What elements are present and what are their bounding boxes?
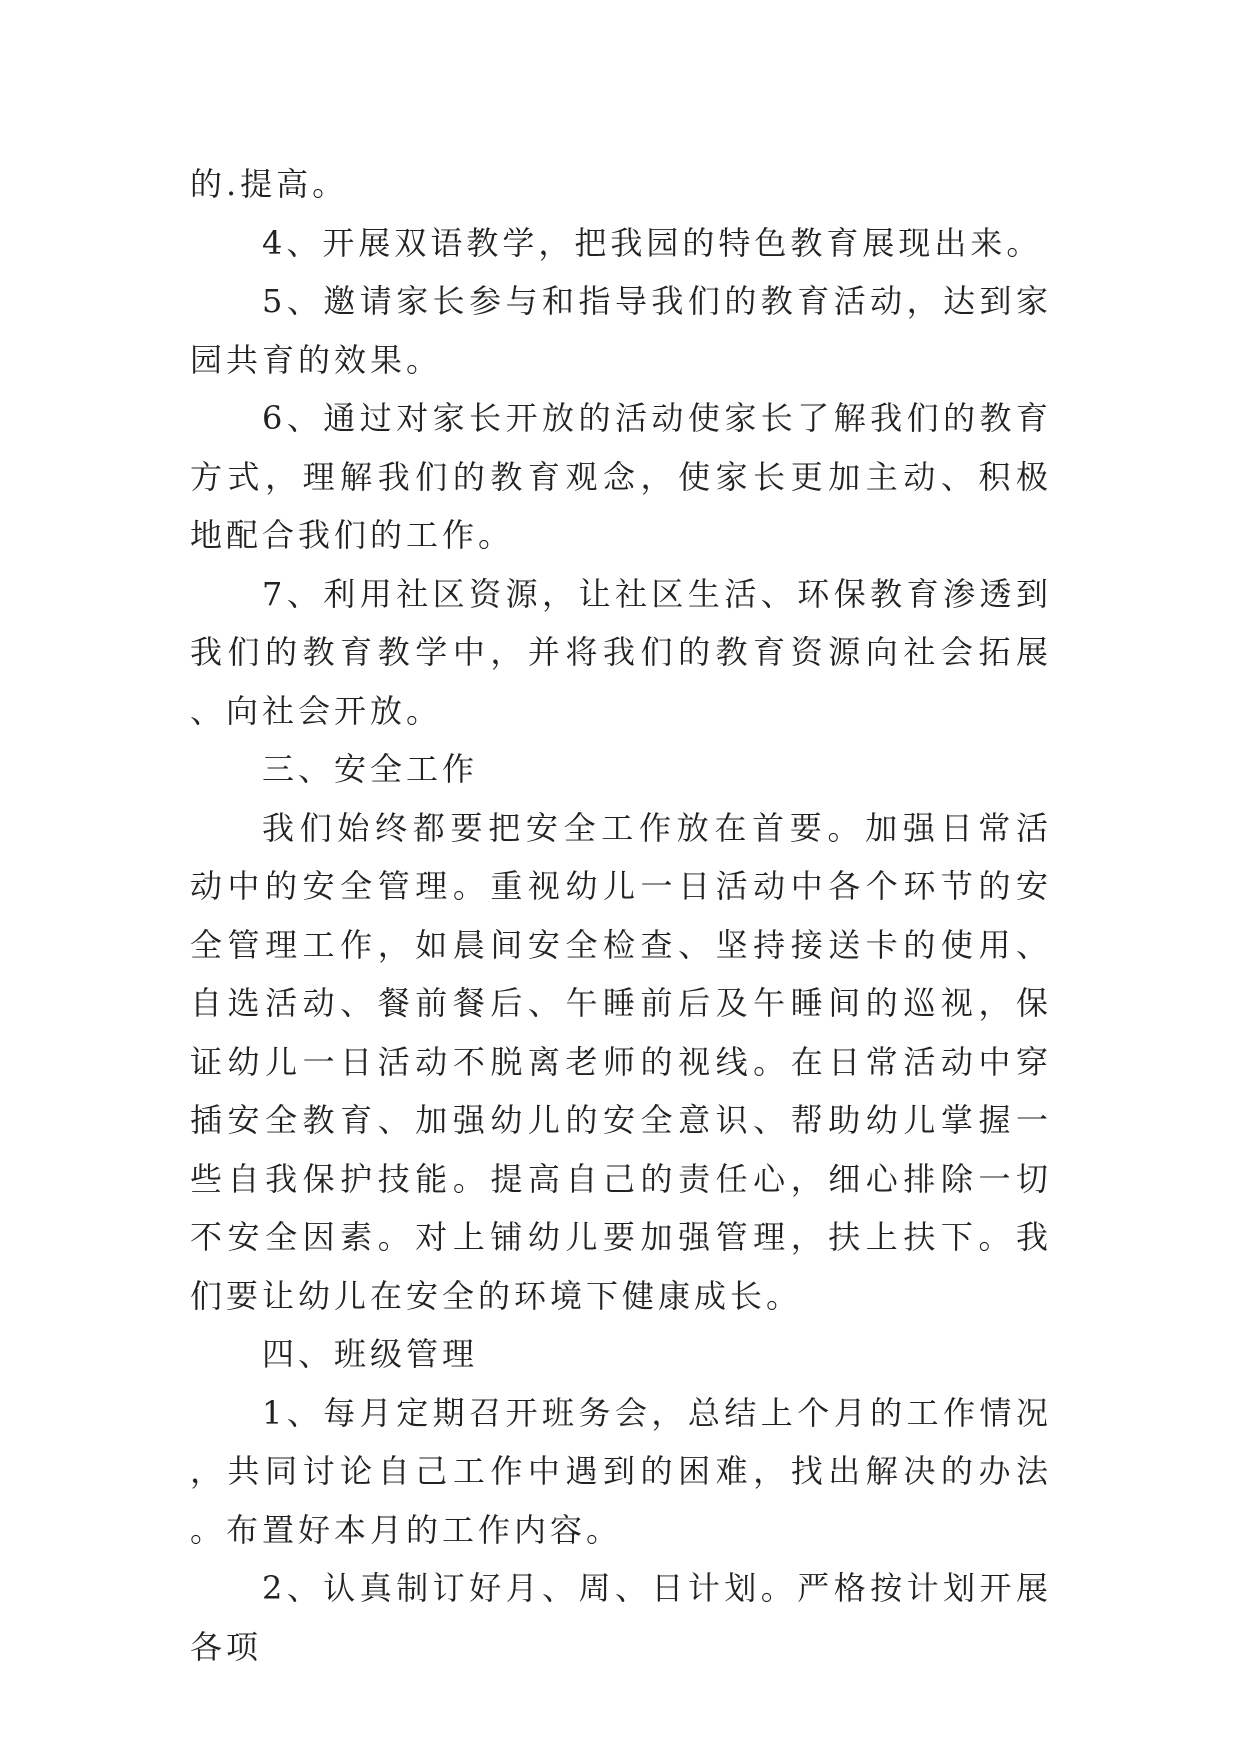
list-item-5: 5、邀请家长参与和指导我们的教育活动，达到家园共育的效果。 [190,282,1052,379]
safety-paragraph: 我们始终都要把安全工作放在首要。加强日常活动中的安全管理。重视幼儿一日活动中各个环节的安全管理工作，如晨间安全检查、坚持接送卡的使用、自选活动、餐前餐后、午睡前后及午睡间的巡视，保证幼儿一日活动不脱离老师的视线。在日常活动中穿插安全教育、加强幼儿的安全意识、帮助幼儿掌握一些自我保护技能。提高自己的责任心，细心排除一切不安全因素。对上铺幼儿要加强管理，扶上扶下。我们要让幼儿在安全的环境下健康成长。 [190,808,1052,1315]
list-item-6: 6、通过对家长开放的活动使家长了解我们的教育方式，理解我们的教育观念，使家长更加主动、积极地配合我们的工作。 [190,399,1052,554]
section-heading-class-management: 四、班级管理 [262,1335,479,1373]
document-body [190,155,1052,1676]
continuation-paragraph: 的.提高。 [190,165,349,203]
list-item-7: 7、利用社区资源，让社区生活、环保教育渗透到我们的教育教学中，并将我们的教育资源向社会拓展、向社会开放。 [190,574,1052,730]
list-item-2: 2、认真制订好月、周、日计划。严格按计划开展各项 [190,1569,1052,1666]
list-item-4: 4、开展双语教学，把我园的特色教育展现出来。 [262,223,1043,262]
list-item-1: 1、每月定期召开班务会，总结上个月的工作情况，共同讨论自己工作中遇到的困难，找出解决的办法。布置好本月的工作内容。 [190,1393,1052,1549]
section-heading-safety: 三、安全工作 [262,750,479,788]
